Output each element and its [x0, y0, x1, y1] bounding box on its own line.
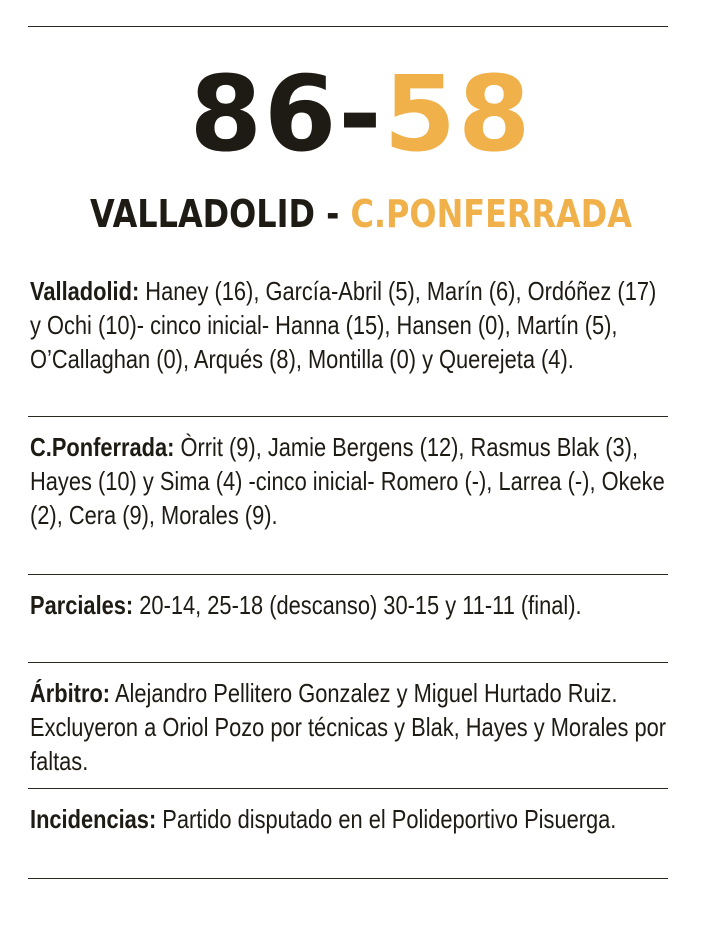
- score-separator: -: [338, 53, 384, 175]
- section-label: C.Ponferrada:: [30, 432, 175, 462]
- section-label: Árbitro:: [30, 678, 111, 708]
- section-label: Valladolid:: [30, 276, 140, 306]
- ponferrada-lineup: [30, 430, 668, 532]
- home-score: 86: [189, 53, 339, 175]
- section-divider: [28, 416, 668, 417]
- partials: [30, 588, 668, 622]
- section-text: Partido disputado en el Polideportivo Pisuerga.: [156, 804, 617, 834]
- section-text: Òrrit (9), Jamie Bergens (12), Rasmus Blak (3), Hayes (10) y Sima (4) -cinco inicial- Romero (-), Larrea (-), Okeke (2), Cera (9), Morales (9).: [30, 432, 665, 530]
- section-divider: [28, 574, 668, 575]
- section-text: 20-14, 25-18 (descanso) 30-15 y 11-11 (final).: [133, 590, 582, 620]
- section-text: Haney (16), García-Abril (5), Marín (6), Ordóñez (17) y Ochi (10)- cinco inicial- Hanna (15), Hansen (0), Martín (5), O’Callaghan (0), Arqués (8), Montilla (0) y Querejeta (4).: [30, 276, 657, 374]
- referees: [30, 676, 668, 778]
- section-divider: [28, 662, 668, 663]
- away-score: 58: [383, 53, 533, 175]
- teams-separator: -: [315, 192, 351, 236]
- valladolid-lineup: [30, 274, 668, 376]
- home-team: VALLADOLID: [90, 192, 316, 236]
- top-rule: [28, 26, 668, 27]
- final-score: [0, 44, 722, 184]
- section-text: Alejandro Pellitero Gonzalez y Miguel Hurtado Ruiz. Excluyeron a Oriol Pozo por técnicas y Blak, Hayes y Morales por faltas.: [30, 678, 667, 776]
- section-label: Parciales:: [30, 590, 134, 620]
- section-label: Incidencias:: [30, 804, 157, 834]
- incidents: [30, 802, 668, 836]
- away-team: C.PONFERRADA: [350, 192, 632, 236]
- teams-heading: [58, 186, 664, 242]
- bottom-rule: [28, 878, 668, 879]
- section-divider: [28, 788, 668, 789]
